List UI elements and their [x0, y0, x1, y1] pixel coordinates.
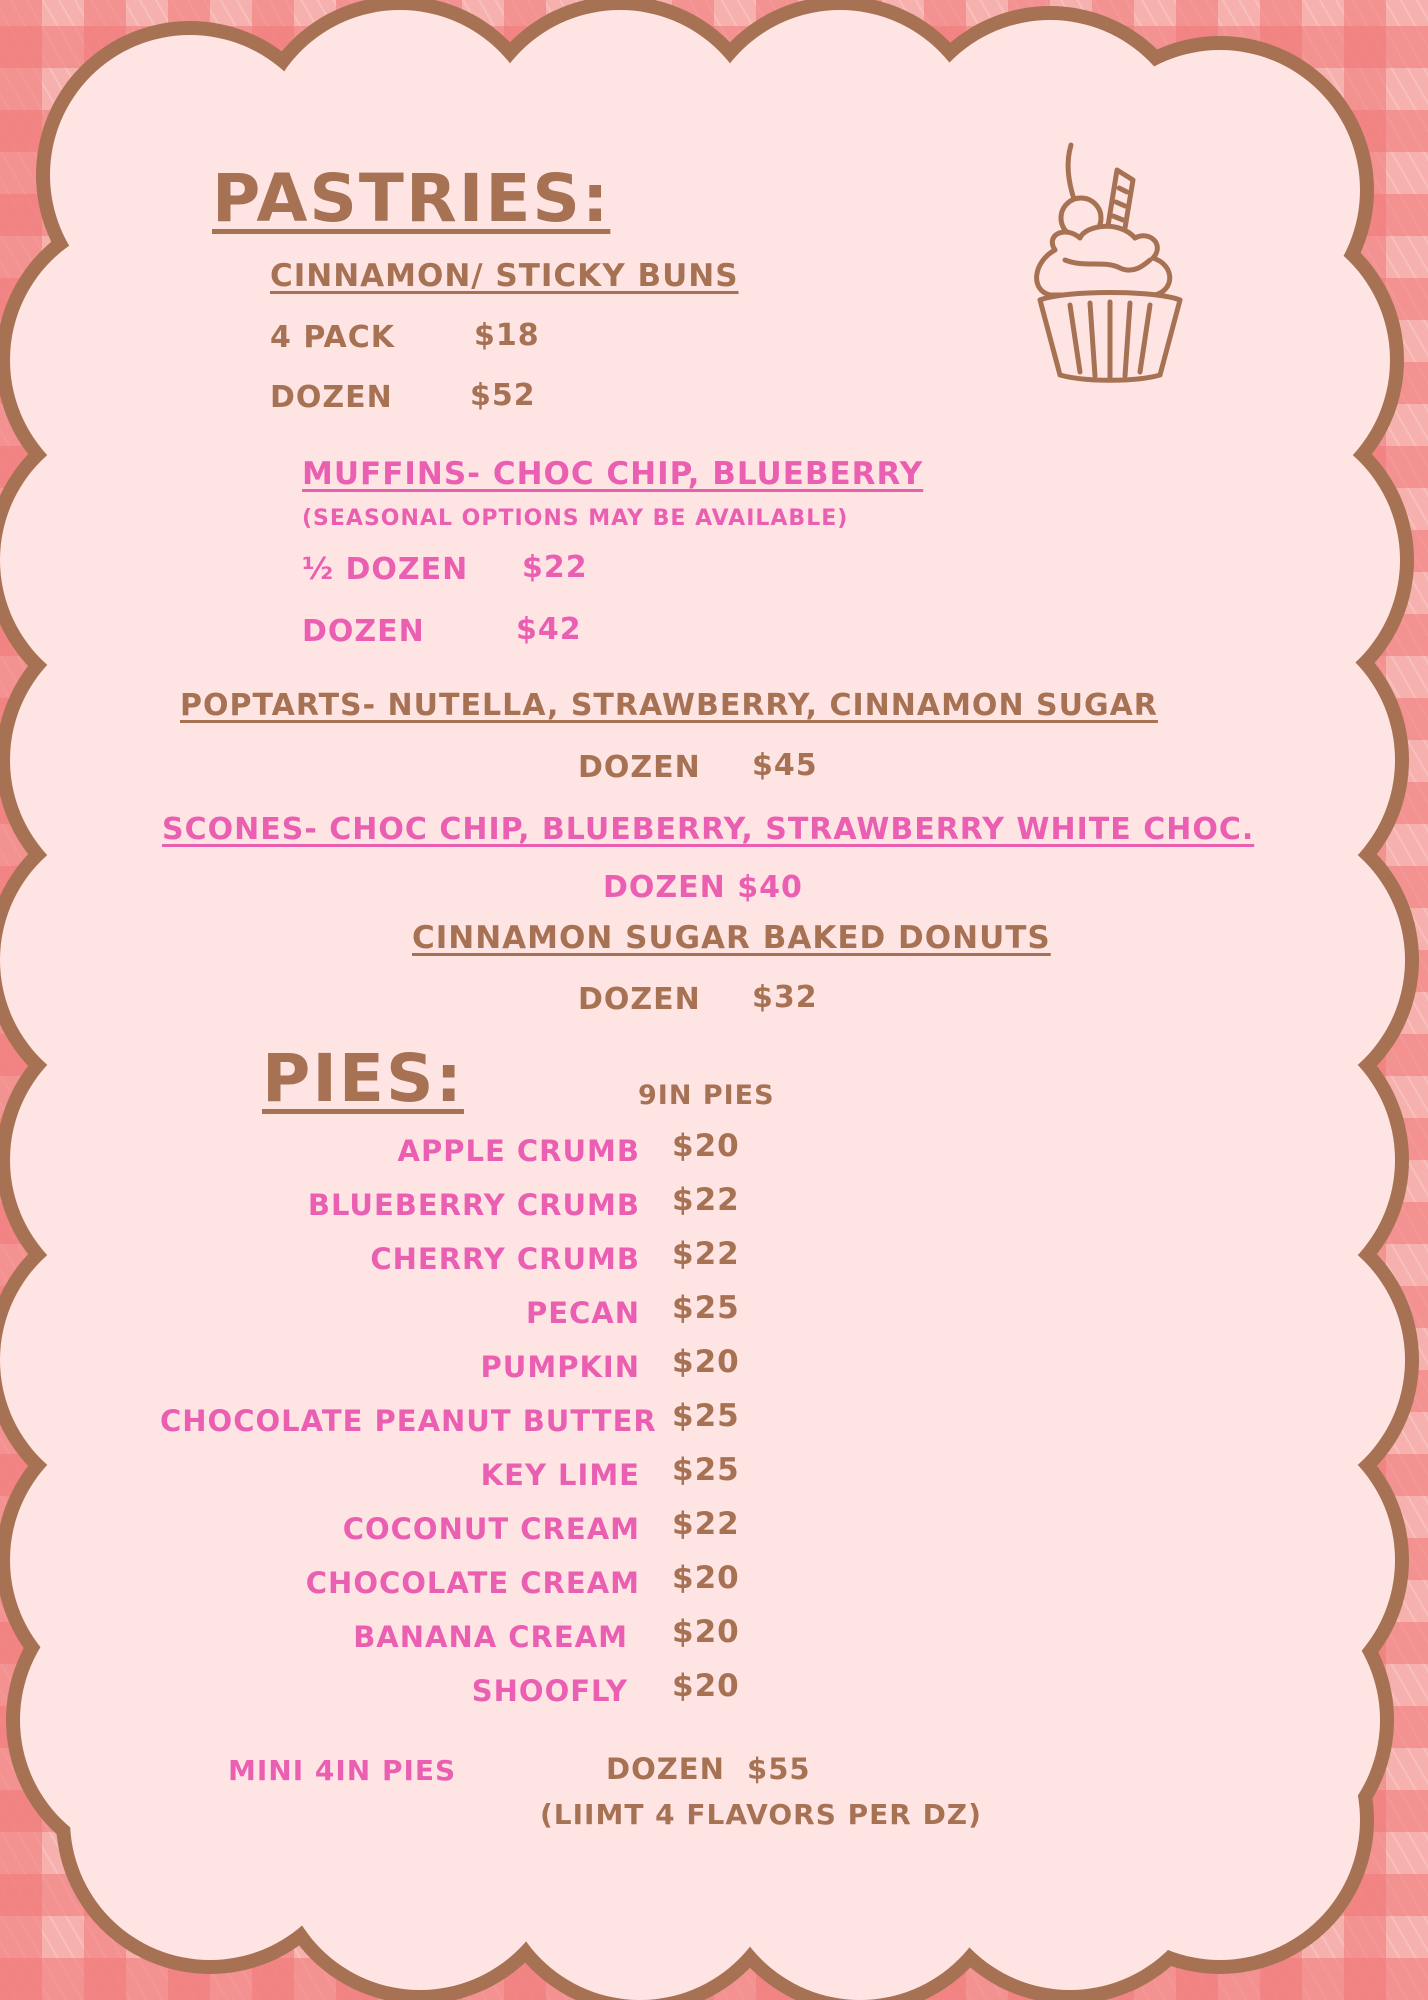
- pies-size-label: 9IN PIES: [638, 1080, 775, 1111]
- muffins-dozen-price: $42: [516, 612, 582, 647]
- pie-name: APPLE CRUMB: [397, 1134, 640, 1168]
- pie-name: KEY LIME: [480, 1458, 640, 1492]
- pie-price: $25: [672, 1290, 740, 1326]
- muffins-note: (SEASONAL OPTIONS MAY BE AVAILABLE): [302, 506, 849, 531]
- pie-price: $20: [672, 1560, 740, 1596]
- pie-name: CHOCOLATE PEANUT BUTTER: [160, 1404, 657, 1438]
- pie-name: BLUEBERRY CRUMB: [307, 1188, 640, 1222]
- muffins-half-dozen-label: ½ DOZEN: [302, 552, 469, 587]
- pie-price: $22: [672, 1236, 740, 1272]
- pastries-heading: PASTRIES:: [212, 160, 611, 237]
- muffins-half-dozen-price: $22: [522, 550, 588, 585]
- poptarts-dozen-price: $45: [752, 748, 818, 783]
- pie-price: $20: [672, 1344, 740, 1380]
- pies-heading: PIES:: [262, 1040, 464, 1117]
- pie-name: BANANA CREAM: [353, 1620, 628, 1654]
- pie-name: CHOCOLATE CREAM: [305, 1566, 640, 1600]
- pie-name: PUMPKIN: [480, 1350, 640, 1384]
- cinnamon-4pack-label: 4 PACK: [270, 320, 396, 355]
- mini-pies-limit-note: (LIIMT 4 FLAVORS PER DZ): [540, 1798, 982, 1831]
- mini-pies-price: DOZEN $55: [606, 1752, 811, 1786]
- pie-name: PECAN: [525, 1296, 640, 1330]
- donuts-title: CINNAMON SUGAR BAKED DONUTS: [412, 920, 1051, 956]
- cupcake-icon: [1025, 140, 1195, 390]
- cinnamon-dozen-label: DOZEN: [270, 380, 393, 415]
- pie-name: COCONUT CREAM: [342, 1512, 640, 1546]
- cinnamon-dozen-price: $52: [470, 378, 536, 413]
- pie-price: $20: [672, 1128, 740, 1164]
- pie-price: $20: [672, 1614, 740, 1650]
- pie-price: $22: [672, 1182, 740, 1218]
- pie-name: CHERRY CRUMB: [370, 1242, 640, 1276]
- donuts-dozen-label: DOZEN: [578, 982, 701, 1017]
- poptarts-dozen-label: DOZEN: [578, 750, 701, 785]
- scones-dozen-line: DOZEN $40: [603, 870, 803, 905]
- pie-price: $20: [672, 1668, 740, 1704]
- pie-price: $22: [672, 1506, 740, 1542]
- pie-name: SHOOFLY: [471, 1674, 628, 1708]
- pie-price: $25: [672, 1398, 740, 1434]
- cinnamon-4pack-price: $18: [474, 318, 540, 353]
- poptarts-title: POPTARTS- NUTELLA, STRAWBERRY, CINNAMON SUGAR: [180, 688, 1158, 723]
- mini-pies-label: MINI 4IN PIES: [228, 1754, 457, 1787]
- cinnamon-buns-title: CINNAMON/ STICKY BUNS: [270, 258, 739, 294]
- muffins-title: MUFFINS- CHOC CHIP, BLUEBERRY: [302, 456, 924, 492]
- scones-title: SCONES- CHOC CHIP, BLUEBERRY, STRAWBERRY WHITE CHOC.: [162, 812, 1255, 847]
- pie-price: $25: [672, 1452, 740, 1488]
- muffins-dozen-label: DOZEN: [302, 614, 425, 649]
- donuts-dozen-price: $32: [752, 980, 818, 1015]
